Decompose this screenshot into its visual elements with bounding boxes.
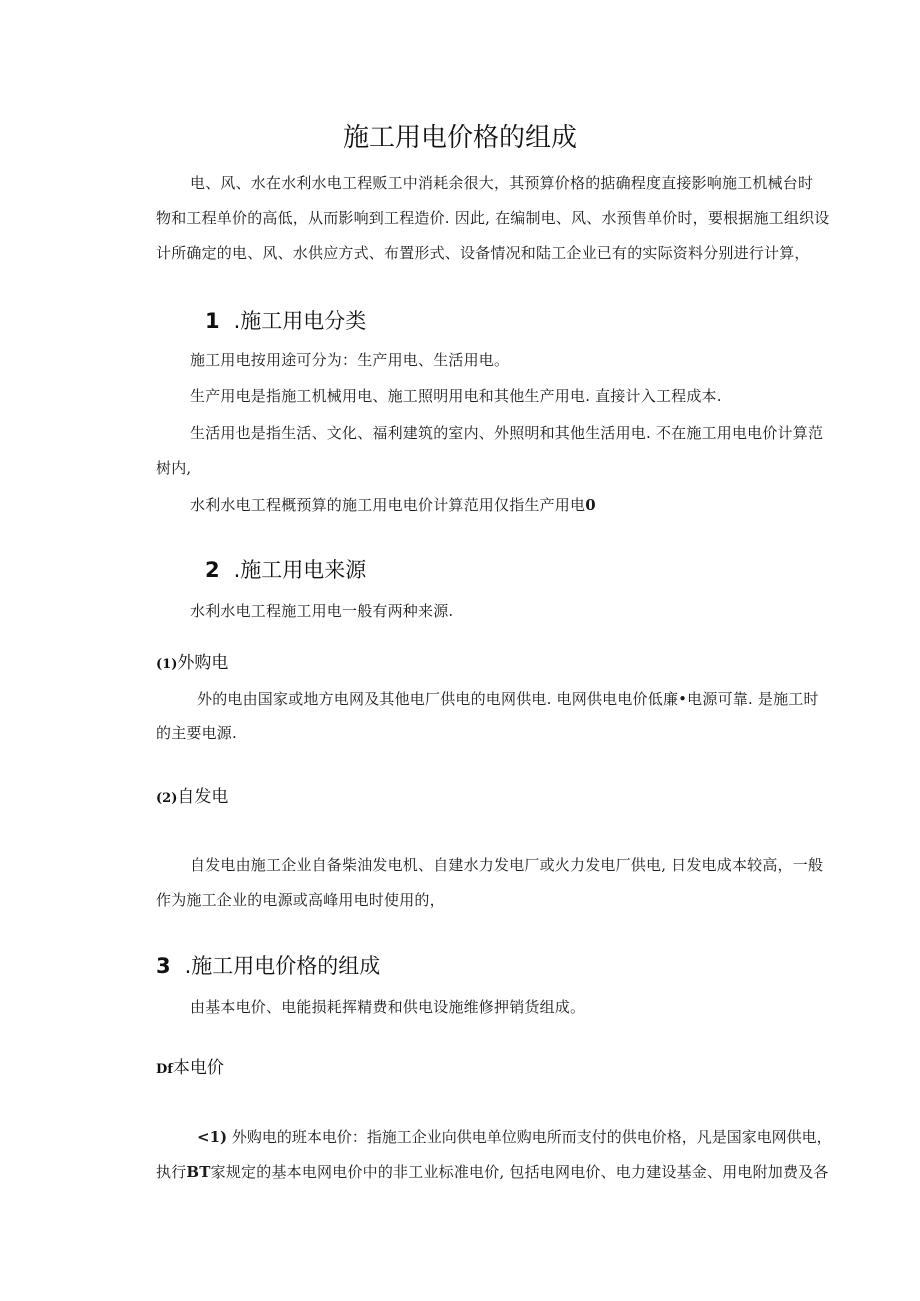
section-3-item-1-post: 家规定的基本电网电价中的非工业标准电价, 包括电网电价、电力建设基金、用电附加费及各 bbox=[210, 1163, 829, 1181]
subsection-2-2-title: 自发电 bbox=[177, 787, 229, 807]
section-1-paragraph-4-text: 水利水电工程概预算的施工用电电价计算范用仅指生产用电 bbox=[190, 496, 586, 514]
section-2-paragraph-1: 水利水电工程施工用电一般有两种来源. bbox=[190, 602, 454, 620]
intro-line-3: 计所确定的电、风、水供应方式、布置形式、设备情况和陆工企业已有的实际资料分别进行计算， bbox=[156, 244, 810, 262]
subsection-3-1-number: Df bbox=[156, 1062, 173, 1077]
section-1-paragraph-4-end: 0 bbox=[585, 496, 596, 514]
section-1-title: .施工用电分类 bbox=[233, 309, 367, 333]
section-1-paragraph-3a: 生活用也是指生活、文化、福利建筑的室内、外照明和其他生活用电. 不在施工用电电价计算范 bbox=[190, 424, 824, 442]
page-title: 施工用电价格的组成 bbox=[342, 123, 577, 153]
section-3-item-1-prefix: <1) bbox=[197, 1128, 228, 1146]
section-3-heading bbox=[156, 951, 380, 981]
intro-line-2: 物和工程单价的高低，从而影响到工程造价. 因此, 在编制电、风、水预售单价时，要根据施工组织设 bbox=[156, 209, 830, 227]
subsection-3-1-title: 本电价 bbox=[172, 1058, 224, 1078]
section-3-number: 3 bbox=[156, 954, 171, 978]
section-1-paragraph-4 bbox=[190, 494, 596, 516]
subsection-2-2-paragraph-a: 自发电由施工企业自备柴油发电机、自建水力发电厂或火力发电厂供电, 日发电成本较高，一般 bbox=[190, 856, 824, 874]
intro-line-1: 电、风、水在水利水电工程贩工中消耗余很大，其预算价格的掂确程度直接影响施工机械台时 bbox=[190, 174, 814, 192]
section-3-title: .施工用电价格的组成 bbox=[184, 954, 381, 978]
subsection-3-1-heading bbox=[156, 1056, 224, 1082]
section-1-paragraph-1: 施工用电按用途可分为：生产用电、生活用电。 bbox=[190, 351, 510, 369]
section-2-title: .施工用电来源 bbox=[233, 558, 367, 582]
section-3-item-1-pre: 执行 bbox=[156, 1163, 187, 1181]
section-3-paragraph-1: 由基本电价、电能损耗挥精费和供电设施维修押销货组成。 bbox=[190, 998, 586, 1016]
subsection-2-2-heading bbox=[156, 785, 228, 811]
subsection-2-2-paragraph-b: 作为施工企业的电源或高峰用电时使用的， bbox=[156, 891, 445, 909]
subsection-2-1-paragraph-b: 的主要电源. bbox=[156, 724, 237, 742]
subsection-2-1-heading bbox=[156, 651, 228, 677]
section-3-item-1-text-a: 外购电的班本电价：指施工企业向供电单位购电所而支付的供电价格，凡是国家电网供电， bbox=[231, 1128, 832, 1146]
subsection-2-2-number: (2) bbox=[156, 791, 178, 806]
section-3-item-1-line-a bbox=[197, 1126, 832, 1148]
section-3-item-1-line-b bbox=[156, 1161, 829, 1183]
subsection-2-1-title: 外购电 bbox=[177, 653, 229, 673]
section-1-number: 1 bbox=[205, 309, 220, 333]
section-1-paragraph-3b: 树内, bbox=[156, 459, 192, 477]
section-1-paragraph-2: 生产用电是指施工机械用电、施工照明用电和其他生产用电. 直接计入工程成本. bbox=[190, 387, 722, 405]
section-3-item-1-bold: BT bbox=[186, 1163, 211, 1181]
subsection-2-1-number: (1) bbox=[156, 657, 178, 672]
section-2-heading bbox=[205, 555, 366, 585]
subsection-2-1-paragraph-a: 外的电由国家或地方电网及其他电厂供电的电网供电. 电网供电电价低廉•电源可靠. 是施工时 bbox=[197, 690, 819, 708]
section-1-heading bbox=[205, 306, 366, 336]
section-2-number: 2 bbox=[205, 558, 220, 582]
